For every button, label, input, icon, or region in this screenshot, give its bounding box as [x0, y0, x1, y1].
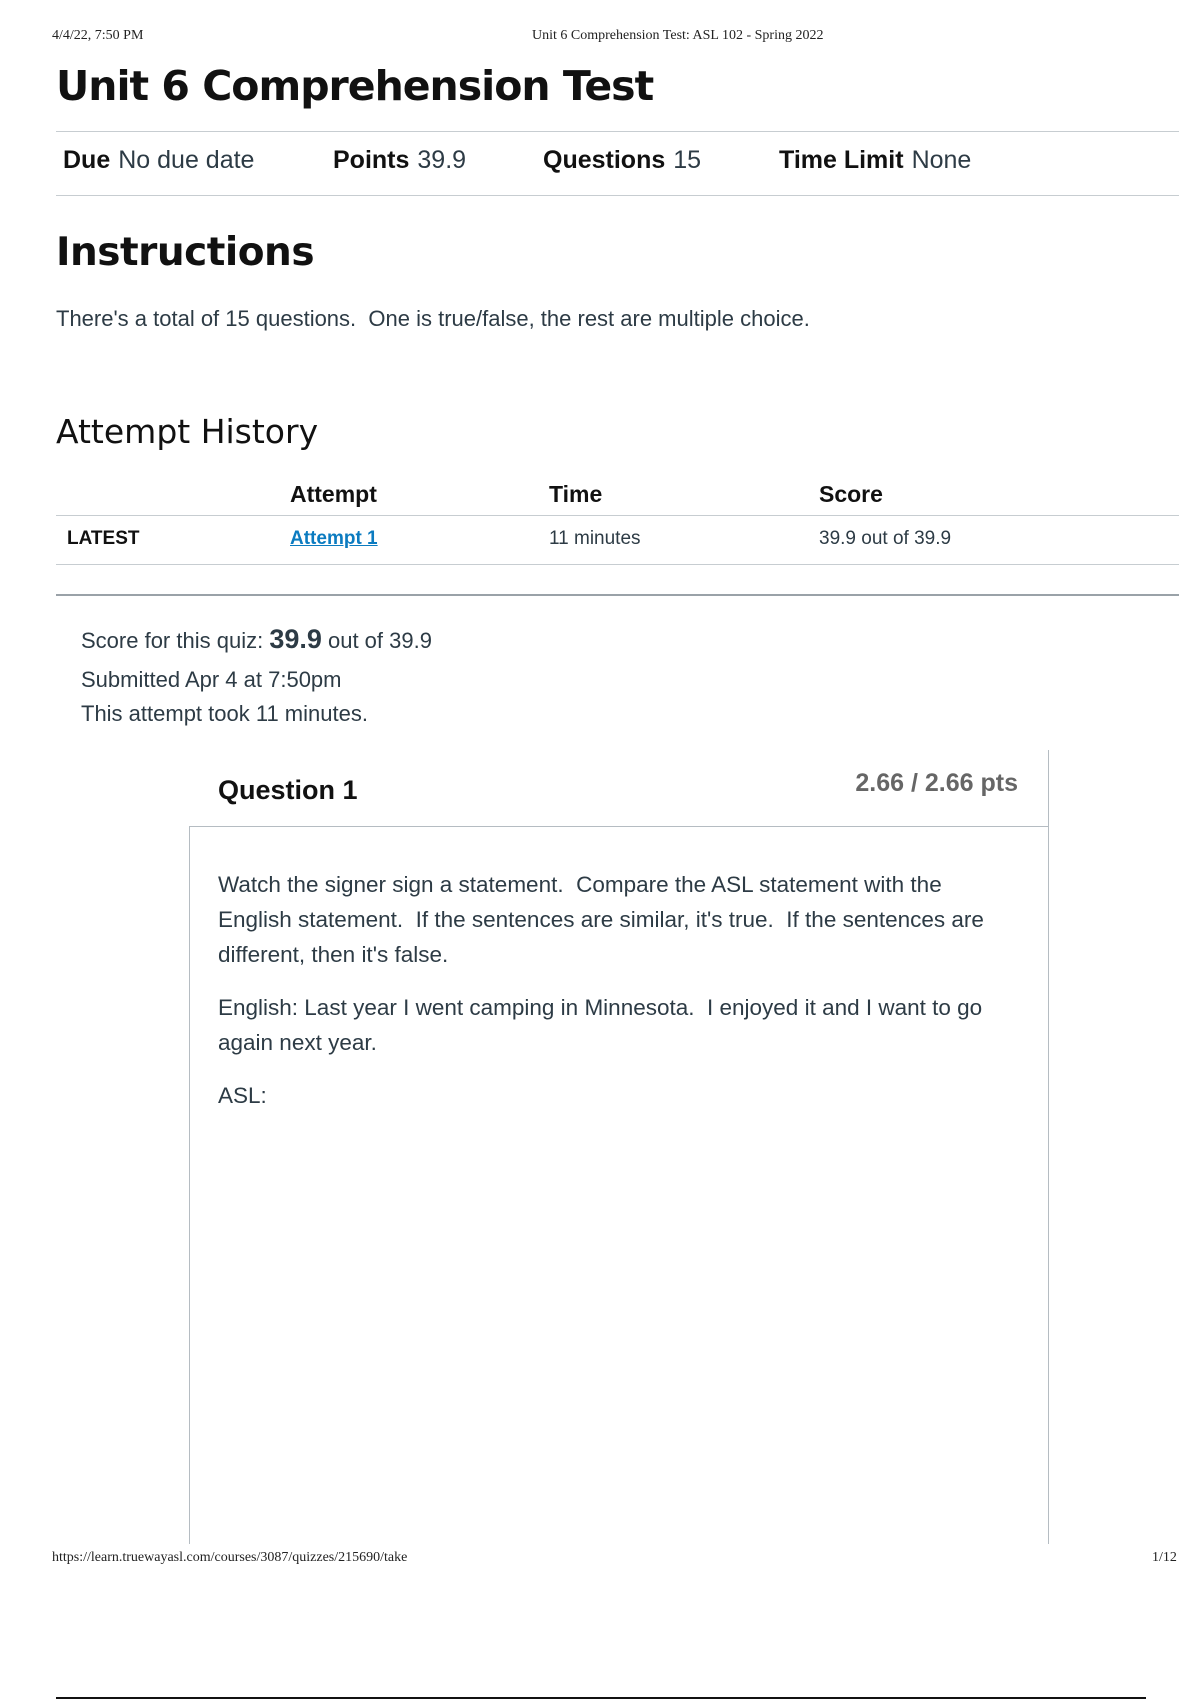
page-title: Unit 6 Comprehension Test: [56, 62, 654, 110]
time-limit-info: [779, 146, 971, 175]
print-url: https://learn.truewayasl.com/courses/3087/quizzes/215690/take: [52, 1550, 408, 1565]
instructions-text: There's a total of 15 questions. One is true/false, the rest are multiple choice.: [56, 306, 810, 331]
questions-label: Questions: [543, 146, 666, 174]
question-asl-label: ASL:: [218, 1083, 267, 1108]
points-info: [333, 146, 543, 175]
latest-label: LATEST: [67, 528, 140, 549]
score-prefix: Score for this quiz:: [81, 628, 270, 653]
column-header-attempt: Attempt: [290, 481, 377, 507]
submitted-time: Submitted Apr 4 at 7:50pm: [81, 667, 342, 692]
print-page-number: 1/12: [1152, 1550, 1177, 1565]
question-instructions: Watch the signer sign a statement. Compare the ASL statement with the English statement. If the sentences are similar, it's true. If the sentences are different, then it's false.: [218, 872, 991, 967]
question-points: 2.66 / 2.66 pts: [855, 769, 1018, 797]
divider: [56, 131, 1179, 132]
quiz-score-summary: [81, 624, 432, 655]
instructions-heading: Instructions: [56, 230, 315, 275]
print-datetime: 4/4/22, 7:50 PM: [52, 28, 144, 43]
points-label: Points: [333, 146, 410, 174]
question-title: Question 1: [218, 775, 358, 805]
attempt-duration: This attempt took 11 minutes.: [81, 701, 368, 726]
attempt-1-link[interactable]: Attempt 1: [290, 528, 378, 549]
score-suffix: out of 39.9: [321, 628, 432, 653]
print-doc-title: Unit 6 Comprehension Test: ASL 102 - Spring 2022: [532, 28, 824, 43]
question-box-right-border: [1048, 750, 1049, 1544]
attempt-history-heading: Attempt History: [56, 412, 319, 451]
column-header-time: Time: [549, 481, 603, 507]
question-box-top-border: [190, 826, 1048, 827]
time-limit-label: Time Limit: [779, 146, 904, 174]
table-header-divider: [56, 515, 1179, 516]
table-row-divider: [56, 564, 1179, 565]
questions-info: [543, 146, 779, 175]
section-divider: [56, 594, 1179, 596]
score-value: 39.9: [269, 624, 322, 654]
column-header-score: Score: [819, 481, 883, 507]
due-label: Due: [63, 146, 111, 174]
divider: [56, 195, 1179, 196]
quiz-meta: [63, 146, 971, 175]
questions-value: 15: [673, 146, 702, 174]
question-english-statement: English: Last year I went camping in Minnesota. I enjoyed it and I want to go again next year.: [218, 995, 989, 1055]
page-bottom-rule: [56, 1697, 1146, 1699]
time-limit-value: None: [911, 146, 972, 174]
due-value: No due date: [118, 146, 255, 174]
question-box-left-border: [189, 826, 190, 1544]
due-info: [63, 146, 333, 175]
points-value: 39.9: [417, 146, 467, 174]
attempt-time: 11 minutes: [549, 528, 641, 549]
attempt-score: 39.9 out of 39.9: [819, 528, 952, 549]
